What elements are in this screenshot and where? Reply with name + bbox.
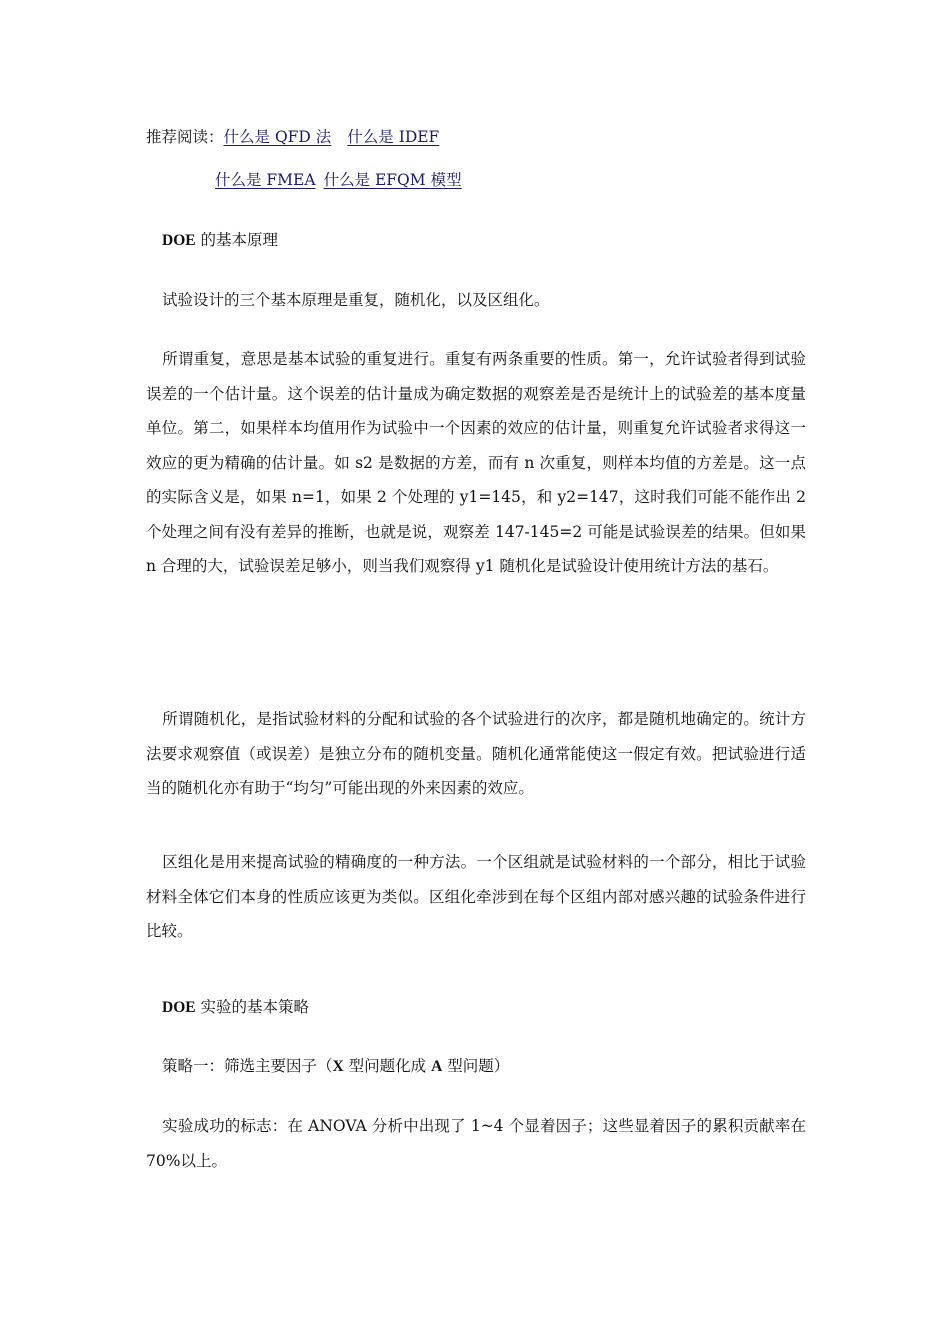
- paragraph-blocking-text: 区组化是用来提高试验的精确度的一种方法。一个区组就是试验材料的一个部分，相比于试验材料全体它们本身的性质应该更为类似。区组化牵涉到在每个区组内部对感兴趣的试验条件进行比较。: [146, 853, 806, 940]
- link-efqm[interactable]: 什么是 EFQM 模型: [323, 171, 462, 189]
- paragraph-repetition: [146, 342, 806, 584]
- heading-doe-strategy-bold: DOE: [162, 999, 196, 1016]
- section-heading-doe-strategy: [162, 997, 309, 1018]
- strategy-one-a: A: [431, 1058, 443, 1075]
- recommended-reading-row-1: [146, 127, 439, 147]
- paragraph-success-text: 实验成功的标志：在 ANOVA 分析中出现了 1~4 个显着因子；这些显着因子的累积贡献率在 70%以上。: [146, 1117, 806, 1170]
- recommended-reading-row-2: [215, 170, 462, 190]
- paragraph-repetition-text: 所谓重复，意思是基本试验的重复进行。重复有两条重要的性质。第一，允许试验者得到试验误差的一个估计量。这个误差的估计量成为确定数据的观察差是否是统计上的试验差的基本度量单位。第二，如果样本均值用作为试验中一个因素的效应的估计量，则重复允许试验者求得这一效应的更为精确的估计量。如 s2 是数据的方差，而有 n 次重复，则样本均值的方差是。这一点的实际含义是，如果 n=1，如果 2 个处理的 y1=145，和 y2=147，这时我们可能不能作出 2 个处理之间有没有差异的推断，也就是说，观察差 147-145=2 可能是试验误差的结果。但如果 n 合理的大，试验误差足够小，则当我们观察得 y1 随机化是试验设计使用统计方法的基石。: [146, 350, 806, 575]
- paragraph-randomization: [146, 702, 806, 806]
- heading-doe-bold: DOE: [162, 232, 196, 249]
- link-qfd[interactable]: 什么是 QFD 法: [223, 128, 332, 146]
- intro-paragraph: 试验设计的三个基本原理是重复，随机化，以及区组化。: [162, 291, 550, 309]
- strategy-one-suffix: 型问题）: [442, 1057, 510, 1075]
- strategy-one-middle: 型问题化成: [343, 1057, 432, 1075]
- paragraph-blocking: [146, 845, 806, 949]
- heading-doe-strategy-rest: 实验的基本策略: [195, 998, 310, 1016]
- strategy-one-prefix: 策略一：筛选主要因子（: [162, 1057, 333, 1075]
- link-fmea[interactable]: 什么是 FMEA: [215, 171, 316, 189]
- strategy-one: [162, 1056, 509, 1077]
- link-idef[interactable]: 什么是 IDEF: [347, 128, 440, 146]
- strategy-one-x: X: [332, 1058, 344, 1075]
- section-heading-doe-principles: [162, 230, 278, 251]
- paragraph-success-criteria: [146, 1109, 806, 1178]
- paragraph-randomization-text: 所谓随机化，是指试验材料的分配和试验的各个试验进行的次序，都是随机地确定的。统计方法要求观察值（或误差）是独立分布的随机变量。随机化通常能使这一假定有效。把试验进行适当的随机化亦有助于“均匀”可能出现的外来因素的效应。: [146, 710, 806, 797]
- heading-doe-rest: 的基本原理: [195, 231, 279, 249]
- recommended-reading-label: 推荐阅读：: [146, 128, 224, 146]
